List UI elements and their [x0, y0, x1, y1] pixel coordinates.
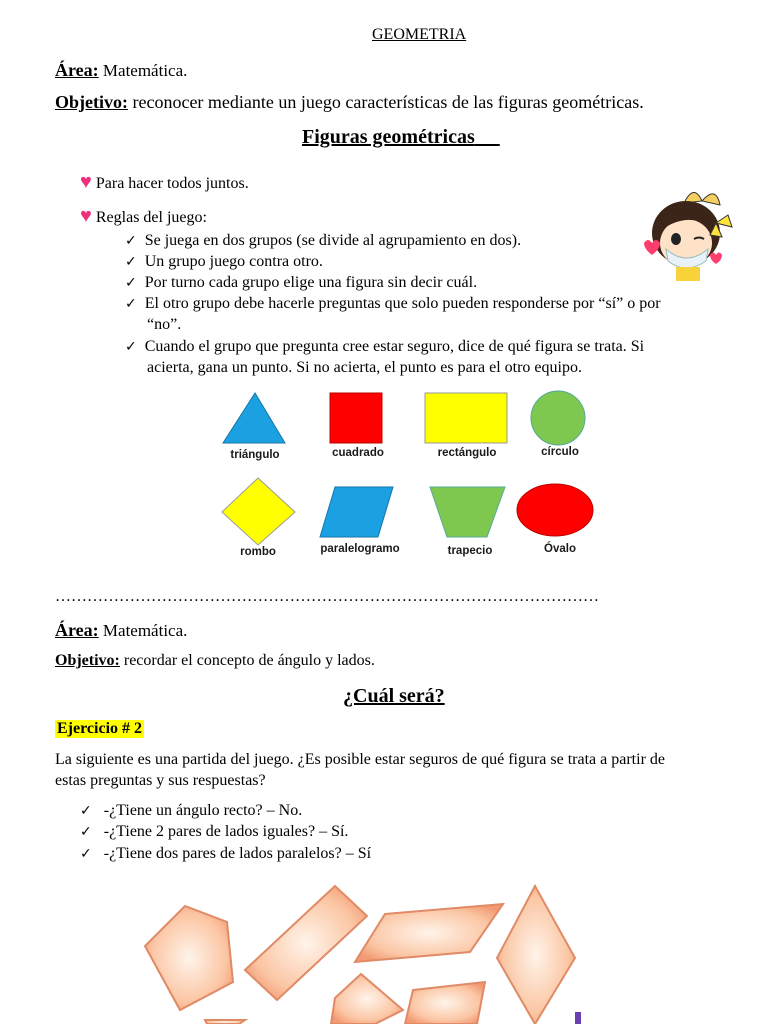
check-icon: ✓ [80, 803, 92, 819]
check-icon: ✓ [125, 233, 137, 249]
page-title: GEOMETRIA [372, 26, 467, 43]
check-icon: ✓ [125, 275, 137, 291]
square-shape [330, 393, 382, 443]
section-heading [302, 126, 500, 149]
check-icon: ✓ [125, 339, 137, 355]
area-label: Área: [55, 620, 99, 640]
girl-mask-illustration [636, 183, 746, 283]
kite-shape [497, 886, 575, 1024]
shape-label: paralelogramo [320, 543, 400, 555]
rhombus-shape [222, 478, 295, 545]
rule-item [125, 295, 661, 313]
oval-shape [517, 484, 593, 536]
area-label: Área: [55, 60, 99, 80]
bullet-item [80, 205, 207, 228]
shape-label: rombo [240, 546, 276, 558]
area-line-2 [55, 620, 187, 641]
shape-label: círculo [541, 446, 579, 458]
shape-label: Óvalo [544, 543, 576, 555]
question-item [80, 845, 371, 863]
purple-mark [575, 1012, 581, 1024]
rectangle-shape [425, 393, 507, 443]
shape-label: rectángulo [437, 447, 497, 459]
rectangle-shape [245, 886, 367, 1000]
parallelogram-shape [355, 904, 503, 962]
shape-label: triángulo [230, 449, 280, 461]
dotted-divider: ………………………………………………………………………………………… [55, 588, 599, 605]
question-text: -¿Tiene dos pares de lados paralelos? – Sí [103, 845, 372, 862]
intro-text: La siguiente es una partida del juego. ¿Es posible estar seguros de qué figura se trata a partir de [55, 751, 665, 768]
area-value: Matemática. [102, 61, 188, 80]
area-value: Matemática. [102, 621, 188, 640]
check-icon: ✓ [125, 254, 137, 270]
rule-item [125, 253, 323, 271]
rule-text: Por turno cada grupo elige una figura sin decir cuál. [144, 274, 478, 291]
peach-shapes-illustration [135, 882, 585, 1024]
rule-item [125, 274, 477, 292]
circle-shape [531, 391, 585, 445]
partial-shape [205, 1020, 245, 1024]
rule-item [125, 338, 644, 356]
question-text: -¿Tiene 2 pares de lados iguales? – Sí. [103, 823, 349, 840]
objective-value: recordar el concepto de ángulo y lados. [119, 652, 375, 669]
bullet-item [80, 171, 249, 194]
question-item [80, 823, 348, 841]
quadrilateral-shape [331, 974, 403, 1024]
exercise-label: Ejercicio # 2 [57, 720, 143, 737]
shape-label: trapecio [447, 545, 493, 557]
section-heading-text: Figuras geométricas [302, 126, 475, 148]
rule-text: El otro grupo debe hacerle preguntas que solo pueden responderse por “sí” o por [144, 295, 661, 312]
objective-line-2 [55, 652, 375, 670]
objective-label: Objetivo: [55, 652, 120, 669]
rule-text: Un grupo juego contra otro. [144, 253, 323, 270]
trapezoid-shape [405, 982, 485, 1024]
area-line [55, 60, 187, 81]
check-icon: ✓ [125, 296, 137, 312]
bullet-text: Para hacer todos juntos. [95, 175, 249, 192]
intro-text: estas preguntas y sus respuestas? [55, 772, 266, 789]
bullet-text: Reglas del juego: [95, 209, 207, 226]
objective-line [55, 92, 644, 113]
rule-item [125, 232, 521, 250]
parallelogram-shape [320, 487, 393, 537]
check-icon: ✓ [80, 824, 92, 840]
shape-label: cuadrado [332, 447, 384, 459]
pentagon-shape [145, 906, 233, 1010]
section-heading-2: ¿Cuál será? [343, 685, 445, 707]
rule-text: Cuando el grupo que pregunta cree estar seguro, dice de qué figura se trata. Si [144, 338, 645, 355]
question-text: -¿Tiene un ángulo recto? – No. [103, 802, 303, 819]
trapezoid-shape [430, 487, 505, 537]
triangle-shape [223, 393, 285, 443]
rule-text-continued: acierta, gana un punto. Si no acierta, el punto es para el otro equipo. [147, 359, 582, 376]
check-icon: ✓ [80, 846, 92, 862]
heart-icon: ♥ [80, 205, 92, 227]
heart-icon: ♥ [80, 171, 92, 193]
rule-text: Se juega en dos grupos (se divide al agrupamiento en dos). [144, 232, 522, 249]
question-item [80, 802, 302, 820]
rule-text-continued: “no”. [147, 316, 182, 333]
objective-label: Objetivo: [55, 92, 128, 112]
objective-value: reconocer mediante un juego características de las figuras geométricas. [127, 92, 644, 112]
